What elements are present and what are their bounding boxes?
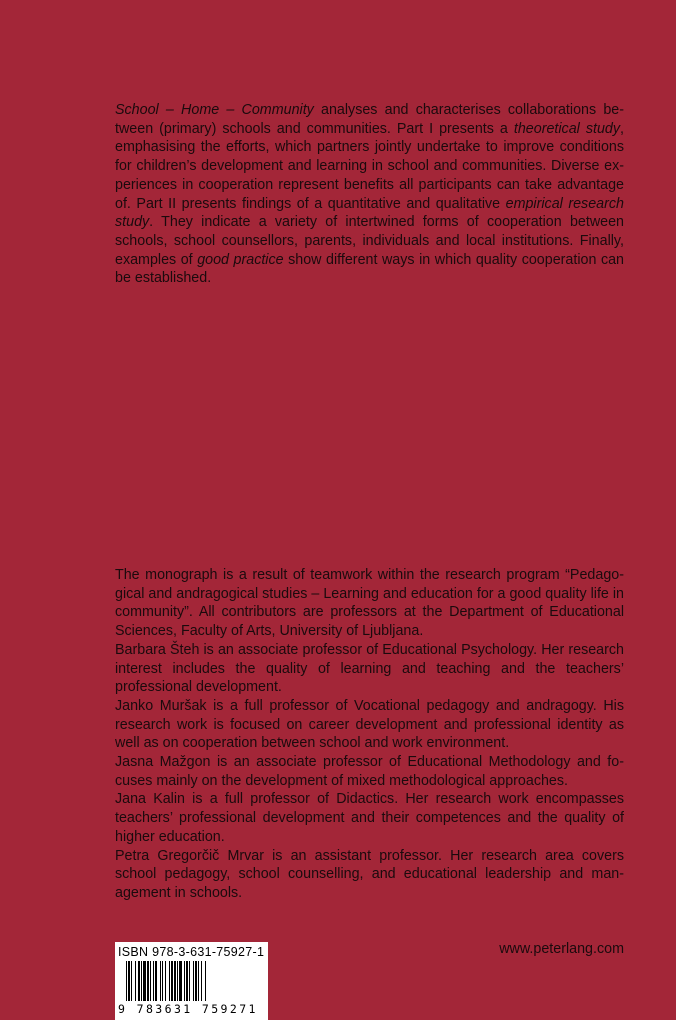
barcode-bar xyxy=(198,961,199,1001)
bio-paragraph: Jasna Mažgon is an associate professor of Educational Methodology and focuses mainly on the development of mixed methodological approaches. xyxy=(115,754,624,789)
barcode-bar xyxy=(165,961,166,1001)
blurb-text-segment: . They indicate a variety of intertwined forms of cooperation between schools, school counsellors, parents, individuals and local institutions. Finally, examples of xyxy=(115,214,624,268)
blurb-italic-text: School – Home – Community xyxy=(115,102,314,118)
isbn-barcode-label xyxy=(115,942,268,1020)
barcode-bar xyxy=(155,961,157,1001)
blurb-italic-text: theoretical study xyxy=(513,120,621,137)
barcode-bar xyxy=(169,961,170,1001)
barcode-digits: 9 783631 759271 xyxy=(118,1002,258,1016)
barcode-bar xyxy=(138,961,140,1001)
bio-paragraph: Petra Gregorčič Mrvar is an assistant professor. Her research area covers school pedagogy, school counselling, and educational leadership and management in schools. xyxy=(115,847,624,901)
barcode-bar xyxy=(179,961,182,1001)
publisher-website: www.peterlang.com xyxy=(499,941,624,957)
barcode-bar xyxy=(171,961,173,1001)
author-bios xyxy=(115,566,624,903)
blurb-text-segment: , emphasising the efforts, which partners jointly undertake to improve conditions for children’s development and learning in school and communities. Diverse experiences in cooperation represent benefits all participants can take advantage of. Part II presents findings of a quantitative and qualitative xyxy=(115,120,624,212)
barcode-bar xyxy=(131,961,132,1001)
barcode-bar xyxy=(160,961,161,1001)
barcode-bar xyxy=(186,961,188,1001)
barcode-bar xyxy=(141,961,142,1001)
blurb-italic-text: empirical research study xyxy=(115,195,624,231)
bio-paragraph: The monograph is a result of teamwork within the research program “Pedagogical and andragogical studies – Learning and education for a good quality life in community”. All contributors are professors at the Department of Educational Sciences, Faculty of Arts, University of Ljubljana. xyxy=(115,567,624,640)
barcode-bar xyxy=(150,961,151,1001)
bio-paragraph: Janko Muršak is a full professor of Vocational pedagogy and andragogy. His research work is focused on career development and professional identity as well as on cooperation between school and work environment. xyxy=(115,697,624,752)
blurb-text-segment: show different ways in which quality cooperation can be established. xyxy=(115,251,624,287)
barcode-bar xyxy=(195,961,197,1001)
blurb-text xyxy=(115,101,624,288)
barcode-bar xyxy=(174,961,176,1001)
barcode-bar xyxy=(193,961,194,1001)
barcode-bar xyxy=(126,961,127,1001)
barcode-bar xyxy=(143,961,146,1001)
barcode-bar xyxy=(201,961,202,1001)
barcode-bar xyxy=(147,961,149,1001)
barcode-bar xyxy=(128,961,130,1001)
blurb-paragraph xyxy=(115,101,624,288)
bio-paragraph: Jana Kalin is a full professor of Didactics. Her research work encompasses teachers’ professional development and their competences and the quality of higher education. xyxy=(115,791,624,845)
bio-paragraph: Barbara Šteh is an associate professor of Educational Psychology. Her research interest includes the quality of learning and teaching and the teachers’ professional development. xyxy=(115,641,624,696)
blurb-text-segment: analyses and characterises collaborations between (primary) schools and communities. Part I presents a xyxy=(115,102,624,137)
barcode-bar xyxy=(189,961,190,1001)
barcode-bar xyxy=(205,961,206,1001)
barcode-bar xyxy=(162,961,163,1001)
barcode-bar xyxy=(184,961,185,1001)
blurb-italic-text: good practice xyxy=(197,251,284,268)
barcode-bar xyxy=(177,961,178,1001)
barcode-bar xyxy=(153,961,154,1001)
barcode-bar xyxy=(135,961,136,1001)
barcode-image xyxy=(118,961,265,1003)
isbn-text: ISBN 978-3-631-75927-1 xyxy=(118,945,265,959)
